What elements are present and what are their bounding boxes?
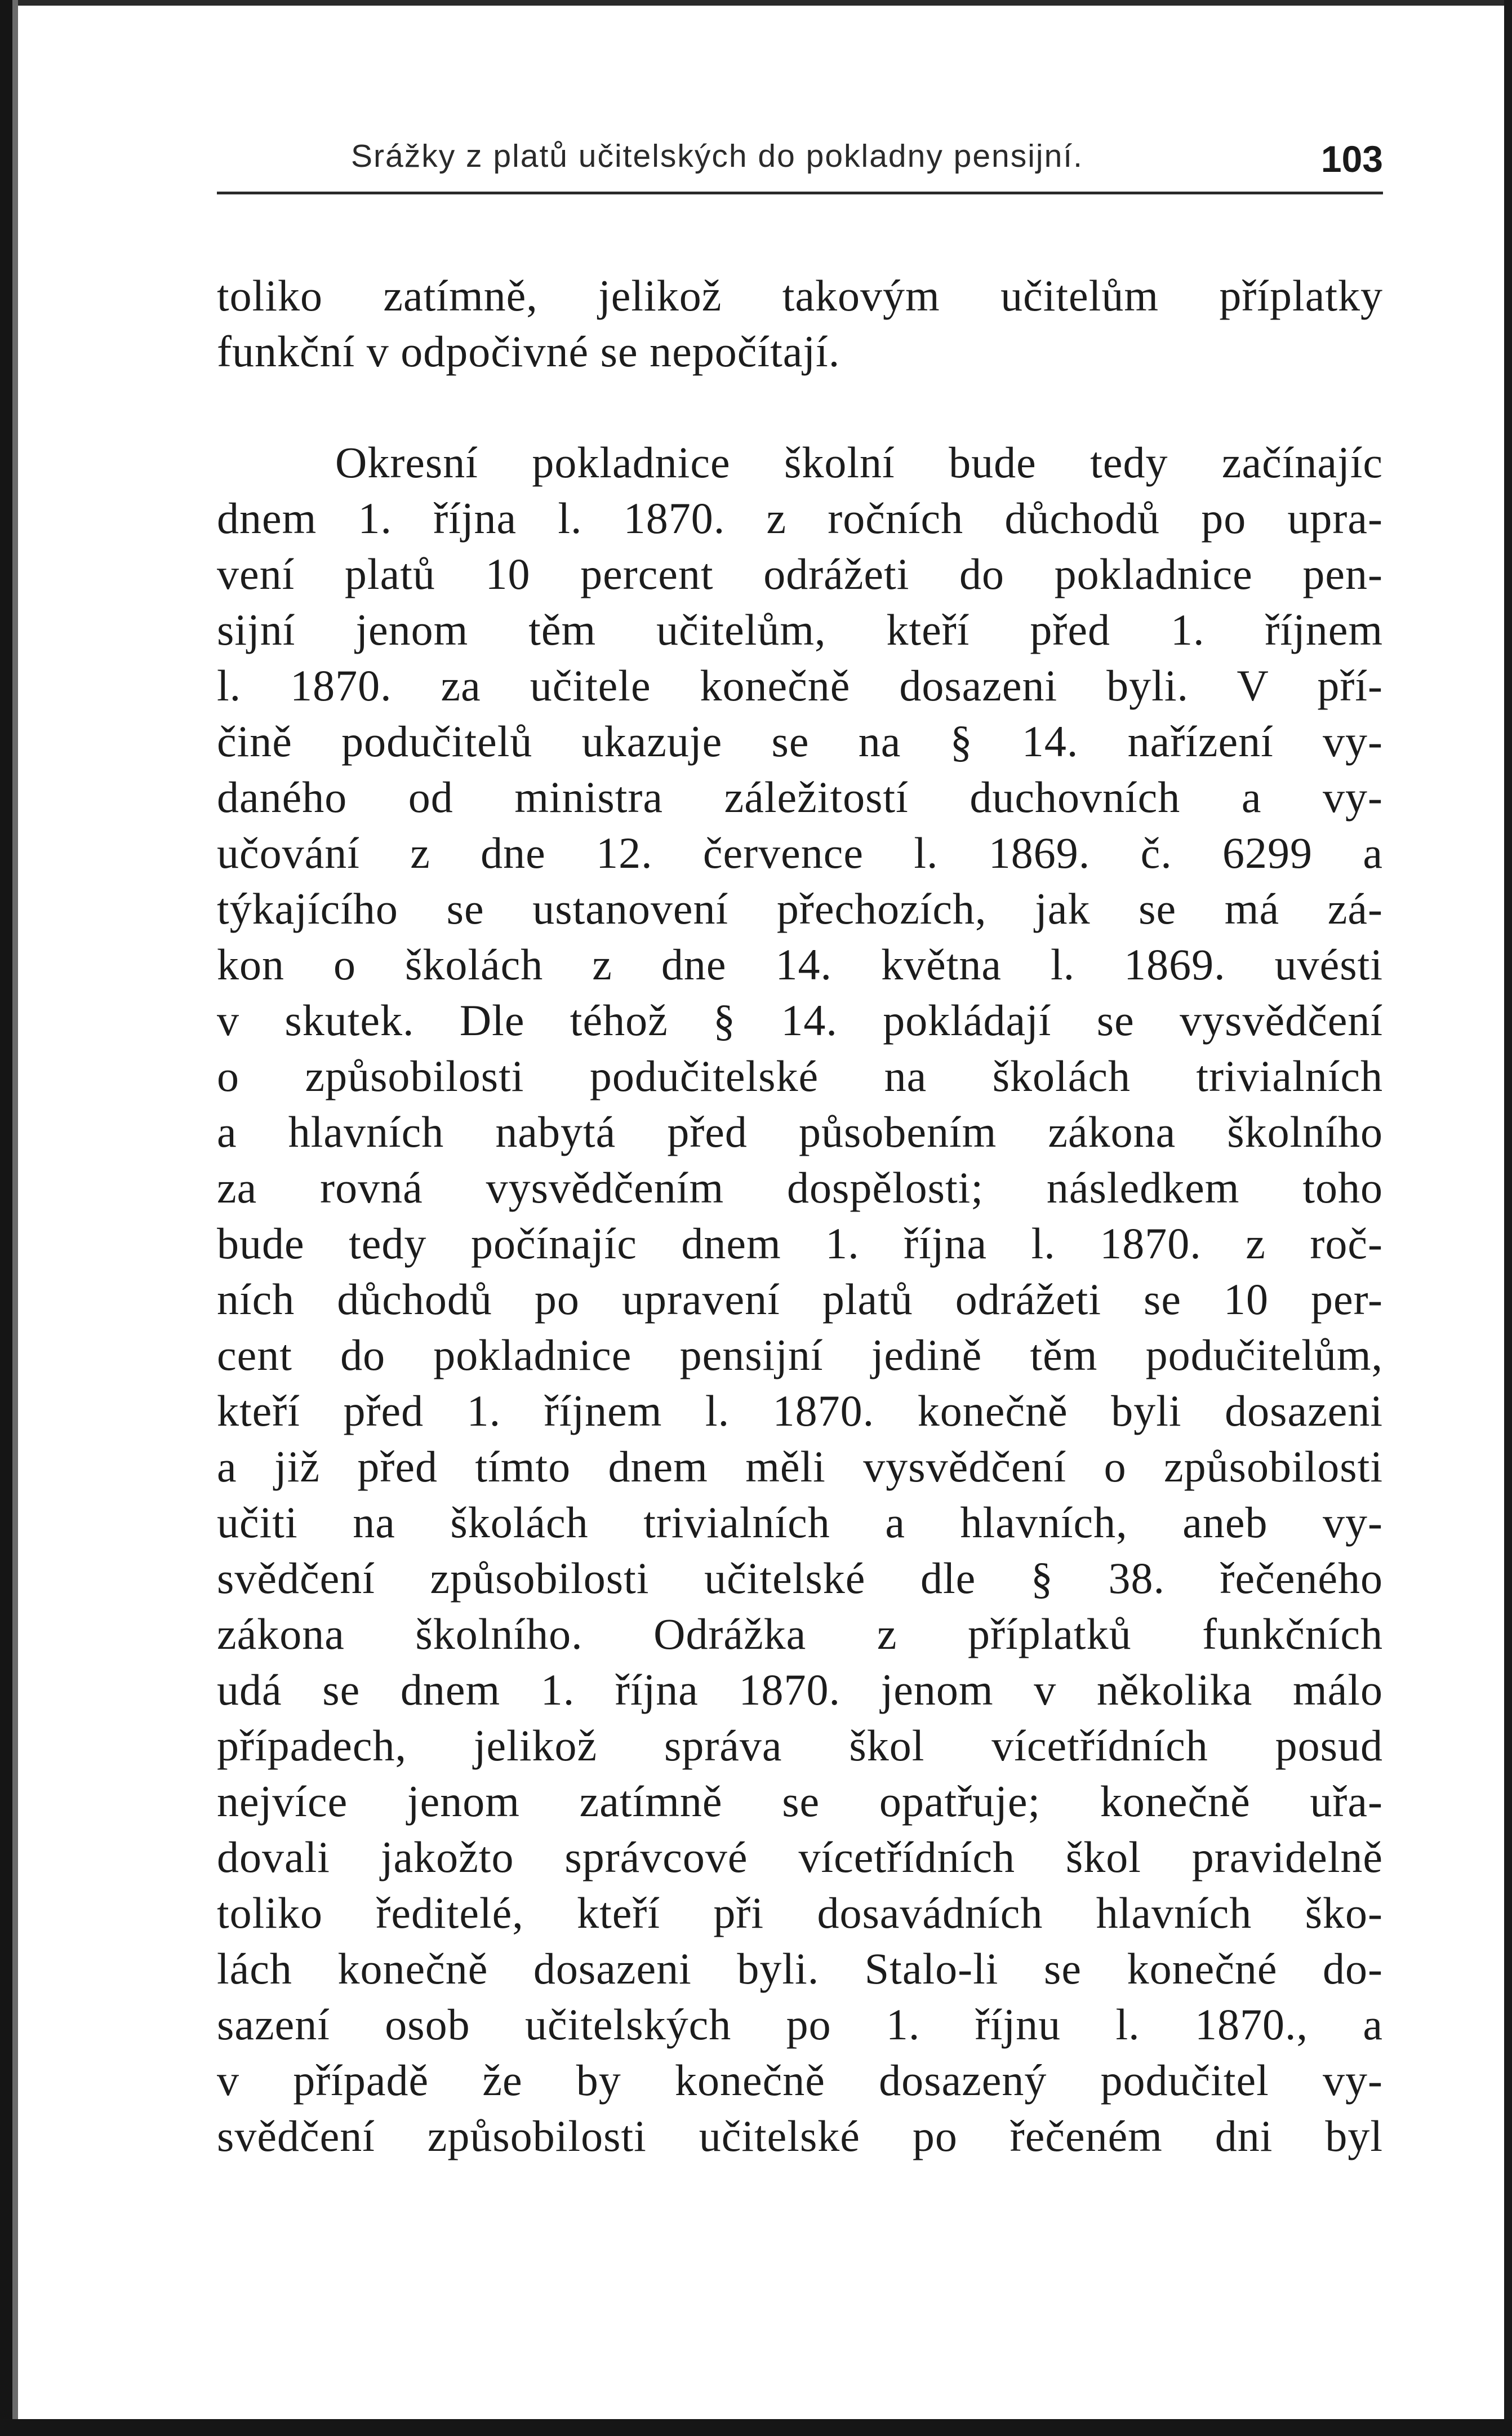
scan-border-left (0, 0, 12, 2436)
text-line: vení platů 10 percent odrážeti do pokladnice pen- (217, 549, 1383, 598)
text-line: lách konečně dosazeni byli. Stalo-li se konečné do- (217, 1944, 1383, 1993)
text-line: ních důchodů po upravení platů odrážeti se 10 per- (217, 1275, 1383, 1324)
text-line: toliko ředitelé, kteří při dosavádních hlavních ško- (217, 1888, 1383, 1937)
text-line: týkajícího se ustanovení přechozích, jak se má zá- (217, 884, 1383, 933)
text-line: udá se dnem 1. října 1870. jenom v několika málo (217, 1665, 1383, 1714)
scan-border-right (1504, 0, 1512, 2436)
text-line: sijní jenom těm učitelům, kteří před 1. říjnem (217, 605, 1383, 654)
page-header (217, 131, 1383, 198)
text-line: cent do pokladnice pensijní jedině těm podučitelům, (217, 1330, 1383, 1379)
paragraph-gap (217, 379, 1383, 434)
text-line: a již před tímto dnem měli vysvědčení o způsobilosti (217, 1442, 1383, 1491)
text-line: v případě že by konečně dosazený podučitel vy- (217, 2056, 1383, 2105)
text-line: sazení osob učitelských po 1. říjnu l. 1870., a (217, 2000, 1383, 2049)
text-line: l. 1870. za učitele konečně dosazeni byli. V pří- (217, 661, 1383, 710)
text-line: o způsobilosti podučitelské na školách trivialních (217, 1051, 1383, 1101)
text-line: kon o školách z dne 14. května l. 1869. uvésti (217, 940, 1383, 989)
text-line: toliko zatímně, jelikož takovým učitelům příplatky (217, 271, 1383, 320)
text-line: nejvíce jenom zatímně se opatřuje; konečně uřa- (217, 1777, 1383, 1826)
text-line: a hlavních nabytá před působením zákona školního (217, 1107, 1383, 1156)
scan-border-bottom (0, 2419, 1512, 2436)
text-line: v skutek. Dle téhož § 14. pokládají se vysvědčení (217, 996, 1383, 1045)
text-line: bude tedy počínajíc dnem 1. října l. 1870. z roč- (217, 1219, 1383, 1268)
text-line: daného od ministra záležitostí duchovních a vy- (217, 773, 1383, 822)
text-line: kteří před 1. říjnem l. 1870. konečně byli dosazeni (217, 1386, 1383, 1435)
page-body (217, 268, 1383, 2164)
text-line: dnem 1. října l. 1870. z ročních důchodů po upra- (217, 494, 1383, 543)
text-line: učiti na školách trivialních a hlavních, aneb vy- (217, 1498, 1383, 1547)
text-line: Okresní pokladnice školní bude tedy začínajíc (335, 438, 1383, 487)
text-line: funkční v odpočivné se nepočítají. (217, 327, 841, 376)
paragraph-2 (217, 434, 1383, 2164)
page-number: 103 (1320, 138, 1383, 180)
header-rule (217, 192, 1383, 194)
text-line: čině podučitelů ukazuje se na § 14. nařízení vy- (217, 717, 1383, 766)
text-line: zákona školního. Odrážka z příplatků funkčních (217, 1609, 1383, 1658)
scan-border-left-shadow (12, 0, 18, 2436)
text-line: svědčení způsobilosti učitelské po řečeném dni byl (217, 2111, 1383, 2160)
running-title: Srážky z platů učitelských do pokladny pensijní. (351, 138, 1083, 174)
text-line: svědčení způsobilosti učitelské dle § 38. řečeného (217, 1554, 1383, 1603)
scan-border-top (0, 0, 1512, 6)
text-line: učování z dne 12. července l. 1869. č. 6299 a (217, 828, 1383, 877)
paragraph-1 (217, 268, 1383, 379)
text-line: za rovná vysvědčením dospělosti; následkem toho (217, 1163, 1383, 1212)
text-line: případech, jelikož správa škol vícetřídních posud (217, 1721, 1383, 1770)
text-line: dovali jakožto správcové vícetřídních škol pravidelně (217, 1832, 1383, 1882)
